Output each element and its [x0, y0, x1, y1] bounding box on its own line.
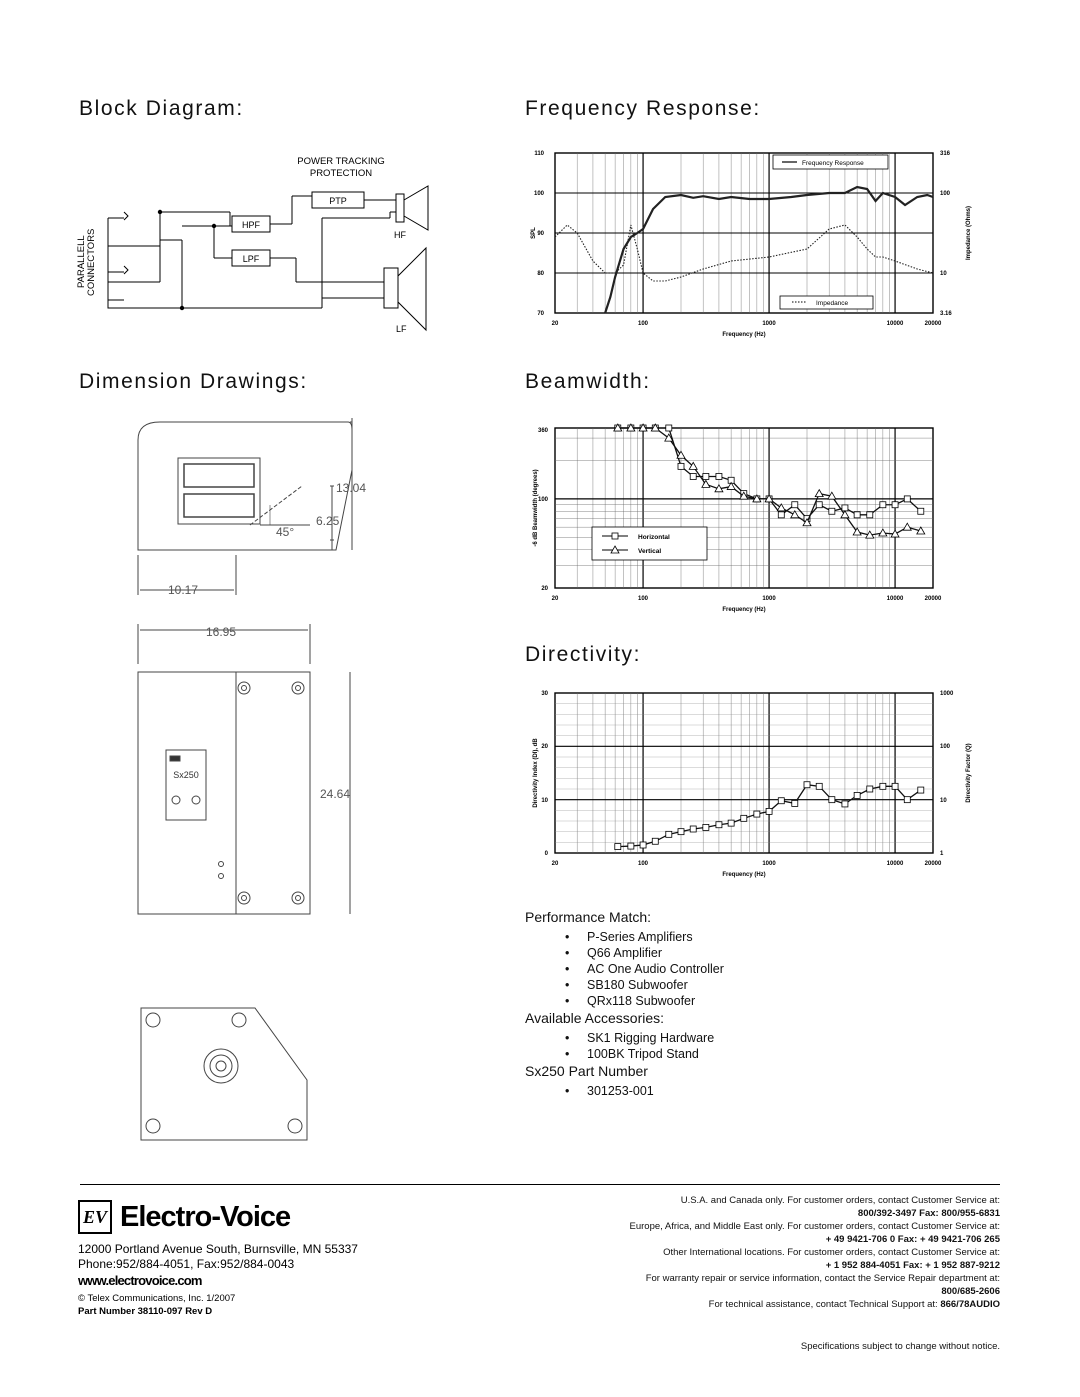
- footer-divider: [80, 1184, 1000, 1185]
- fr-x-tick-100: 100: [637, 321, 649, 327]
- dim-13-04: 13.04: [336, 481, 367, 495]
- bw-x-tick-1000: 1000: [762, 596, 776, 602]
- dim-16-95: 16.95: [206, 625, 237, 639]
- list-item: • 100BK Tripod Stand: [565, 1046, 714, 1062]
- dim-24-64: 24.64: [320, 787, 351, 801]
- dimension-drawings-title: Dimension Drawings:: [79, 370, 308, 393]
- power-tracking-label: POWER TRACKING: [297, 156, 385, 167]
- tech-support-line: [630, 1298, 1000, 1311]
- doc-part-number: Part Number 38110-097 Rev D: [78, 1306, 213, 1317]
- part-number-title: Sx250 Part Number: [525, 1063, 648, 1079]
- directivity-title: Directivity:: [525, 643, 642, 666]
- di-y-tick-20: 20: [541, 744, 548, 750]
- warranty-phone: 800/685-2606: [941, 1286, 1000, 1297]
- dim-10-17: 10.17: [168, 583, 199, 597]
- europe-phone: + 49 9421-706 0 Fax: + 49 9421-706 265: [825, 1234, 1000, 1245]
- point-directivity: [918, 787, 924, 793]
- point-horizontal: [666, 425, 672, 431]
- point-directivity: [842, 801, 848, 807]
- tech-phone: 866/78AUDIO: [940, 1299, 1000, 1310]
- fr-yr-tick-316: 316: [940, 151, 951, 157]
- contact-block: [630, 1194, 1000, 1311]
- fr-yr-tick-10: 10: [940, 271, 947, 277]
- fr-legend-bottom: [780, 296, 873, 309]
- di-y-tick-0: 0: [544, 851, 548, 857]
- accessories-title: Available Accessories:: [525, 1010, 665, 1026]
- part-number-list: [565, 1083, 654, 1099]
- list-item: • QRx118 Subwoofer: [565, 993, 724, 1009]
- point-directivity: [728, 820, 734, 826]
- ev-logo-icon: EV: [78, 1200, 112, 1234]
- di-x-tick-20: 20: [551, 861, 559, 867]
- point-directivity: [854, 792, 860, 798]
- beamwidth-title: Beamwidth:: [525, 370, 651, 393]
- fr-x-tick-20000: 20000: [924, 321, 942, 327]
- performance-match-title: Performance Match:: [525, 909, 652, 925]
- copyright: © Telex Communications, Inc. 1/2007: [78, 1293, 236, 1304]
- point-horizontal: [904, 496, 910, 502]
- intl-text: Other International locations. For customer orders, contact Customer Service at:: [663, 1247, 1000, 1258]
- fr-y-label: SPL: [531, 227, 537, 239]
- europe-text: Europe, Africa, and Middle East only. For customer orders, contact Customer Service at:: [629, 1221, 1000, 1232]
- di-x-tick-1000: 1000: [762, 861, 776, 867]
- bw-x-label: Frequency (Hz): [722, 607, 766, 613]
- bottom-view-drawing: [135, 1000, 335, 1150]
- fr-x-tick-1000: 1000: [762, 321, 776, 327]
- usa-phone: 800/392-3497 Fax: 800/955-6831: [857, 1208, 1000, 1219]
- performance-match-list: [565, 929, 724, 1009]
- protection-label: PROTECTION: [309, 168, 373, 179]
- block-diagram: [60, 150, 440, 340]
- bw-x-tick-10000: 10000: [886, 596, 904, 602]
- list-item: • SB180 Subwoofer: [565, 977, 724, 993]
- hf-label: HF: [394, 230, 406, 240]
- point-directivity: [829, 797, 835, 803]
- fr-legend-top: [773, 155, 888, 169]
- di-x-label: Frequency (Hz): [722, 872, 766, 878]
- point-directivity: [666, 831, 672, 837]
- di-y-label-right: Directivity Factor (Q): [966, 743, 972, 803]
- di-y-label: Directivity Index (DI), dB: [533, 738, 539, 808]
- fr-y-tick-110: 110: [534, 151, 544, 157]
- disclaimer: Specifications subject to change without notice.: [800, 1341, 1000, 1352]
- point-horizontal: [867, 512, 873, 518]
- point-directivity: [678, 829, 684, 835]
- company-phone: Phone:952/884-4051, Fax:952/884-0043: [78, 1257, 295, 1271]
- bw-y-tick-20: 20: [541, 586, 548, 592]
- list-item: • Q66 Amplifier: [565, 945, 724, 961]
- point-directivity: [816, 783, 822, 789]
- bw-x-tick-20: 20: [551, 596, 559, 602]
- di-x-tick-10000: 10000: [886, 861, 904, 867]
- point-directivity: [792, 800, 798, 806]
- front-view-drawing: [120, 620, 380, 920]
- di-yr-tick-1000: 1000: [940, 691, 954, 697]
- point-horizontal: [829, 508, 835, 514]
- bw-y-tick-360: 360: [537, 428, 548, 434]
- parallel-label: PARALLELL: [76, 235, 87, 288]
- ptp-label: PTP: [329, 196, 347, 206]
- bw-x-tick-20000: 20000: [924, 596, 942, 602]
- bw-legend-h-label: Horizontal: [638, 534, 670, 541]
- di-yr-tick-10: 10: [940, 798, 947, 804]
- point-horizontal: [792, 502, 798, 508]
- point-directivity: [640, 842, 646, 848]
- point-horizontal: [778, 512, 784, 518]
- point-horizontal: [892, 502, 898, 508]
- di-x-tick-20000: 20000: [924, 861, 942, 867]
- accessories-list: [565, 1030, 714, 1062]
- connectors-label: CONNECTORS: [86, 228, 97, 296]
- di-yr-tick-100: 100: [940, 744, 951, 750]
- point-directivity: [741, 815, 747, 821]
- point-horizontal: [690, 473, 696, 479]
- point-horizontal: [880, 502, 886, 508]
- frequency-response-title: Frequency Response:: [525, 97, 761, 120]
- bw-y-label: -6 dB Beamwidth (degrees): [533, 469, 539, 547]
- lf-label: LF: [396, 324, 407, 334]
- di-yr-tick-1: 1: [940, 851, 944, 857]
- side-view-drawing: [120, 410, 390, 600]
- bw-legend: [592, 527, 707, 560]
- point-directivity: [690, 826, 696, 832]
- di-y-tick-10: 10: [541, 798, 548, 804]
- point-horizontal: [678, 463, 684, 469]
- point-directivity: [892, 783, 898, 789]
- point-horizontal: [703, 473, 709, 479]
- bw-y-tick-100: 100: [537, 497, 548, 503]
- point-directivity: [615, 844, 621, 850]
- point-directivity: [880, 783, 886, 789]
- hpf-label: HPF: [242, 220, 260, 230]
- point-horizontal: [918, 508, 924, 514]
- website-link[interactable]: www.electrovoice.com: [78, 1273, 202, 1288]
- point-directivity: [716, 822, 722, 828]
- point-directivity: [904, 797, 910, 803]
- beamwidth-chart: [510, 420, 980, 620]
- fr-y-tick-80: 80: [537, 271, 544, 277]
- warranty-text: For warranty repair or service information, contact the Service Repair department at:: [645, 1273, 1000, 1284]
- point-directivity: [703, 824, 709, 830]
- point-directivity: [804, 782, 810, 788]
- dim-45-deg: 45°: [276, 525, 295, 539]
- list-item: • SK1 Rigging Hardware: [565, 1030, 714, 1046]
- point-horizontal: [716, 473, 722, 479]
- fr-x-tick-10000: 10000: [886, 321, 904, 327]
- point-directivity: [766, 808, 772, 814]
- fr-legend-imp-label: Impedance: [816, 300, 849, 307]
- frequency-response-chart: [510, 145, 980, 345]
- intl-phone: + 1 952 884-4051 Fax: + 1 952 887-9212: [825, 1260, 1000, 1271]
- block-diagram-title: Block Diagram:: [79, 97, 244, 120]
- fr-y-tick-90: 90: [537, 231, 544, 237]
- point-directivity: [754, 811, 760, 817]
- company-address: 12000 Portland Avenue South, Burnsville, MN 55337: [78, 1242, 358, 1256]
- point-directivity: [652, 838, 658, 844]
- dim-6-25: 6.25: [316, 514, 340, 528]
- list-item: • 301253-001: [565, 1083, 654, 1099]
- list-item: • P-Series Amplifiers: [565, 929, 724, 945]
- usa-text: U.S.A. and Canada only. For customer orders, contact Customer Service at:: [680, 1195, 1000, 1206]
- point-horizontal: [816, 502, 822, 508]
- bw-x-tick-100: 100: [637, 596, 649, 602]
- fr-y-label-right: Impedance (Ohms): [966, 205, 972, 261]
- point-horizontal: [854, 512, 860, 518]
- point-directivity: [628, 843, 634, 849]
- directivity-chart: [510, 685, 980, 885]
- lpf-label: LPF: [242, 254, 260, 264]
- point-horizontal: [842, 505, 848, 511]
- fr-y-tick-70: 70: [537, 311, 544, 317]
- fr-x-label: Frequency (Hz): [722, 332, 766, 338]
- bw-legend-v-label: Vertical: [638, 548, 662, 555]
- di-x-tick-100: 100: [637, 861, 649, 867]
- electro-voice-logo: [78, 1198, 318, 1238]
- logo-wordmark: Electro-Voice: [120, 1201, 291, 1233]
- fr-legend-fr-label: Frequency Response: [802, 160, 864, 167]
- fr-yr-tick-100: 100: [940, 191, 951, 197]
- fr-y-tick-100: 100: [533, 191, 544, 197]
- point-directivity: [867, 786, 873, 792]
- fr-x-tick-20: 20: [551, 321, 559, 327]
- badge-model-label: Sx250: [173, 770, 199, 780]
- di-y-tick-30: 30: [541, 691, 548, 697]
- list-item: • AC One Audio Controller: [565, 961, 724, 977]
- tech-text: For technical assistance, contact Technical Support at:: [708, 1299, 938, 1310]
- fr-yr-tick-3.16: 3.16: [940, 311, 952, 317]
- point-directivity: [778, 798, 784, 804]
